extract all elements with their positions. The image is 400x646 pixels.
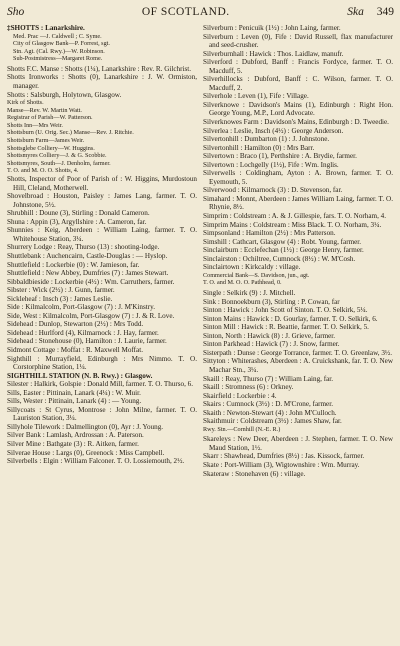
- directory-entry: Stn. Agt. (Cal. Rwy.)—W. Robinson.: [13, 47, 105, 55]
- directory-entry: Shottsburn Farm—James Weir.: [7, 137, 85, 145]
- directory-entry: Silver Mine : Bathgate (3) : R. Aitken, farmer.: [7, 440, 139, 448]
- directory-entry: Sidehead : Hurlford (4), Kilmarnock : J. Hay, farmer.: [7, 328, 159, 337]
- directory-entry: Shotts F.C. Manse : Shotts (1¼), Lanarkshire : Rev. R. Gilchrist.: [7, 64, 192, 73]
- directory-entry: Sink : Bonnoekburn (3), Stirling : P. Cowan, far: [203, 297, 340, 306]
- header-right: [347, 6, 394, 18]
- directory-entry: Skairs : Cumnock (3½) : D. M'Crone, farmer.: [203, 400, 333, 409]
- directory-entry: Shrubhill : Doune (3), Stirling : Donald Cameron.: [7, 209, 150, 218]
- directory-entry: Skaill : Stromness (6) : Orkney.: [203, 383, 294, 392]
- directory-entry: Silverwood : Kilmarnock (3) : D. Stevenson, far.: [203, 186, 343, 195]
- directory-entry: Simpsonland : Hamilton (2½) : Mrs Patterson.: [203, 229, 336, 238]
- directory-entry: Skairfield : Lockerbie : 4.: [203, 391, 277, 400]
- directory-entry: Silvertown : Lochgelly (1½), Fife : Wm. Inglis.: [203, 160, 339, 169]
- directory-entry: Shottsmyres, South—J. Denholm, farmer.: [7, 159, 111, 167]
- directory-entry: Sillycoats : St Cyrus, Montrose : John Milne, farmer. T. O. Lauriston Station, 3¼.: [7, 405, 197, 423]
- directory-entry: Skate : Port-William (3), Wigtownshire : Wm. Murray.: [203, 461, 360, 470]
- directory-entry: Silverhole : Leven (1), Fife : Village.: [203, 92, 309, 101]
- directory-entry: Sibbaldbieside : Lockerbie (4½) : Wm. Carruthers, farmer.: [7, 277, 175, 286]
- directory-entry: Sillyhole Tilework : Dalmellington (0), Ayr : J. Young.: [7, 422, 164, 431]
- directory-entry: Shotts : Salsburgh, Holytown, Glasgow.: [7, 90, 122, 99]
- header-left-guide-word: Sho: [7, 6, 25, 18]
- directory-entry: Silvertonhill : Dumbarton (1) : J. Johnstone.: [203, 135, 330, 144]
- directory-entry: Silvertown : Braco (1), Perthshire : A. Brydie, farmer.: [203, 152, 357, 161]
- directory-entry: Manse—Rev. W. Martin Watt.: [7, 106, 82, 114]
- directory-entry: Med. Prac —J. Caldwell ; C. Syme.: [13, 32, 102, 40]
- entry-columns: [7, 24, 394, 478]
- directory-entry: Shotts, Inspector of Poor of Parish of : W. Higgins, Murdostoun Hill, Cleland, Motherwell.: [7, 175, 197, 192]
- directory-entry: Silver Bank : Lamlash, Ardrossan : A. Paterson.: [7, 431, 144, 440]
- directory-entry: Skaithmuir : Coldstream (3½) : James Shaw, far.: [203, 417, 342, 426]
- directory-entry: Sinclairtown : Kirkcaldy : village.: [203, 263, 301, 272]
- directory-entry: Shuna : Appin (3), Argyllshire : A. Cameron, far.: [7, 217, 147, 226]
- directory-entry: Sinclairburn : Ecclefechan (1½) : George Henry, farmer.: [203, 246, 364, 255]
- directory-entry: Sinton Parkhead : Hawick (7) : J. Snow, farmer.: [203, 340, 340, 349]
- directory-entry: Sinton Mains : Hawick : D. Gourlay, farmer. T. O. Selkirk, 6.: [203, 314, 378, 323]
- directory-entry: Shurrery Lodge : Reay, Thurso (13) : shooting-lodge.: [7, 243, 160, 252]
- directory-entry: Sisterpath : Dunse : George Torrance, farmer. T. O. Greenlaw, 3½.: [203, 348, 393, 357]
- directory-entry: Sidehead : Stonehouse (0), Hamilton : J. Laurie, farmer.: [7, 337, 167, 346]
- directory-entry: Silverford : Dubford, Banff : Francis Fordyce, farmer. T. O. Macduff, 5.: [203, 58, 393, 75]
- directory-entry: Silverwells : Coldingham, Ayton : A. Brown, farmer. T. O. Eyemouth, 5.: [203, 169, 393, 186]
- directory-entry: Skaill : Reay, Thurso (7) : William Laing, far.: [203, 374, 334, 383]
- directory-entry: Simahard : Monnt, Aberdeen : James William Laing, farmer. T. O. Rhynie, 8½.: [203, 194, 393, 212]
- directory-entry: Side, West : Kilmalcolm, Port-Glasgow (7) : J. & R. Love.: [7, 311, 175, 320]
- directory-entry: T. O. and M. O. O. Shotts, 4.: [7, 167, 79, 175]
- directory-entry: Simprim Mains : Coldstream : Miss Black. T. O. Norham, 3¼.: [203, 220, 382, 229]
- directory-entry: Silvertonhill : Hamilton (0) : Mrs Barr.: [203, 143, 315, 152]
- directory-entry: Sibster : Wick (2½) : J. Gunn, farmer.: [7, 286, 115, 295]
- directory-entry: Silverlea : Leslie, Insch (4½) : George Anderson.: [203, 126, 344, 135]
- directory-entry: Sinclairston : Ochiltree, Cumnock (8½) : W. M'Cosh.: [203, 254, 356, 263]
- directory-entry: Silester : Halkirk, Golspie : Donald Mill, farmer. T. O. Thurso, 6.: [7, 380, 194, 389]
- directory-entry: Shuttlebank : Auchencairn, Castle-Douglas : — Hyslop.: [7, 251, 168, 260]
- directory-entry: Registrar of Parish—W. Patterson.: [7, 114, 93, 122]
- directory-entry: Kirk of Shotts.: [7, 99, 44, 107]
- directory-entry: Shottsburn (U. Orig. Sec.) Manse—Rev. J. Ritchie.: [7, 129, 134, 137]
- left-column: [7, 24, 197, 478]
- page-header: [7, 6, 394, 20]
- directory-entry: Rwy. Stn.—Cornhill (N.-E. R.): [203, 425, 281, 433]
- directory-entry: Sinton : Hawick : John Scott of Sinton. T. O. Selkirk, 5¼.: [203, 306, 368, 315]
- directory-entry: Simshill : Cathcart, Glasgow (4) : Robt. Young, farmer.: [203, 237, 362, 246]
- directory-entry: Silverburnhall : Hawick : Thos. Laidlaw, manufr.: [203, 49, 344, 58]
- directory-entry: Shovelbroad : Houston, Paisley : James Lang, farmer. T. O. Johnstone, 5½.: [7, 192, 197, 209]
- directory-entry: Commercial Bank—S. Davidson, jun., agt.: [203, 271, 310, 279]
- directory-entry: Skareleys : New Deer, Aberdeen : J. Stephen, farmer. T. O. New Maud Station, 1½.: [203, 435, 393, 452]
- directory-entry: Silverburn : Penicuik (1½) : John Laing, farmer.: [203, 24, 341, 32]
- directory-entry: Shottsglebe Colliery—W. Huggins.: [7, 144, 95, 152]
- directory-entry: Sittyton : Whiterashes, Aberdeen : A. Cruickshank, far. T. O. New Machar Stn., 3¼.: [203, 357, 393, 374]
- directory-entry: Silverae House : Largs (0), Greenock : Miss Campbell.: [7, 448, 165, 457]
- directory-entry: Sinton Mill : Hawick : R. Beattie, farmer. T. O. Selkirk, 5.: [203, 323, 369, 332]
- directory-entry: Shotts Ironworks : Shotts (0), Lanarkshire : J. W. Ormiston, manager.: [7, 73, 197, 91]
- directory-entry: Sighthill : Murrayfield, Edinburgh : Mrs Nimmo. T. O. Corstorphine Station, 1¼.: [7, 354, 197, 372]
- directory-entry: Skarr : Shawhead, Dumfries (8½) : Jas. Kissock, farmer.: [203, 452, 365, 461]
- directory-entry: Shotts Inn—Mrs Weir.: [7, 121, 63, 129]
- directory-entry: Shottsmyres Colliery—J. & G. Scobbie.: [7, 152, 107, 160]
- directory-entry: Skaith : Newton-Stewart (4) : John M'Culloch.: [203, 408, 337, 417]
- directory-entry: Silverhillocks : Dubford, Banff : C. Wilson, farmer. T. O. Macduff, 2.: [203, 75, 393, 92]
- directory-entry: Sickleheaf : Insch (3) : James Leslie.: [7, 294, 113, 303]
- right-column: [203, 24, 393, 478]
- directory-entry: Silverknowes Farm : Davidson's Mains, Edinburgh : D. Tweedie.: [203, 118, 389, 127]
- directory-entry: Single : Selkirk (9) : J. Mitchell.: [203, 289, 296, 298]
- directory-entry: Sidehead : Dunlop, Stewarton (2½) : Mrs Todd.: [7, 320, 144, 329]
- directory-entry: Shuttlefield : Lockerbie (0) : W. Jamieson, far.: [7, 260, 140, 269]
- directory-entry: Sidmont Cottage : Moffat : R. Maxwell Moffat.: [7, 345, 143, 354]
- directory-entry: Silverbells : Elgin : William Falconer. T. O. Lossiemouth, 2½.: [7, 457, 185, 466]
- directory-entry: Sills, Easter : Pittinain, Lanark (4¼) : W. Muir.: [7, 388, 141, 397]
- directory-entry: Shuttlefield : New Abbey, Dumfries (7) : James Stewart.: [7, 269, 169, 278]
- directory-entry: Sills, Wester : Pittinain, Lanark (4) : — Young.: [7, 397, 142, 406]
- directory-entry: Shunnies : Keig, Aberdeen : William Laing, farmer. T. O. Whitehouse Station, 3¼.: [7, 226, 197, 243]
- directory-entry: SIGHTHILL STATION (N. B. Rwy.) : Glasgow.: [7, 371, 153, 380]
- directory-entry: City of Glasgow Bank—P. Forrest, sgt.: [13, 40, 110, 48]
- directory-entry: Side : Kilmalcolm, Port-Glasgow (7) : J. M'Kinstry.: [7, 303, 155, 312]
- directory-entry: Silverknowe : Davidson's Mains (1), Edinburgh : Right Hon. George Young, M.P., Lord Advocate.: [203, 100, 393, 118]
- directory-entry: ‡SHOTTS : Lanarkshire.: [7, 24, 85, 32]
- directory-entry: Sinton, North : Hawick (8) : J. Grieve, farmer.: [203, 331, 336, 340]
- directory-entry: T. O. and M. O. O. Pathhead, 0.: [203, 279, 282, 287]
- directory-entry: Simprim : Coldstream : A. & J. Gillespie, fars. T. O. Norham, 4.: [203, 212, 386, 221]
- page-number: 349: [376, 6, 394, 18]
- directory-entry: Silverburn : Leven (0), Fife : David Russell, flax manufacturer and seed-crusher.: [203, 32, 393, 50]
- header-right-guide-word: Ska: [347, 6, 364, 18]
- header-running-title: OF SCOTLAND.: [141, 6, 230, 18]
- directory-entry: Skateraw : Stonehaven (6) : village.: [203, 469, 306, 478]
- directory-entry: Sub-Postmistress—Margaret Rome.: [13, 55, 103, 63]
